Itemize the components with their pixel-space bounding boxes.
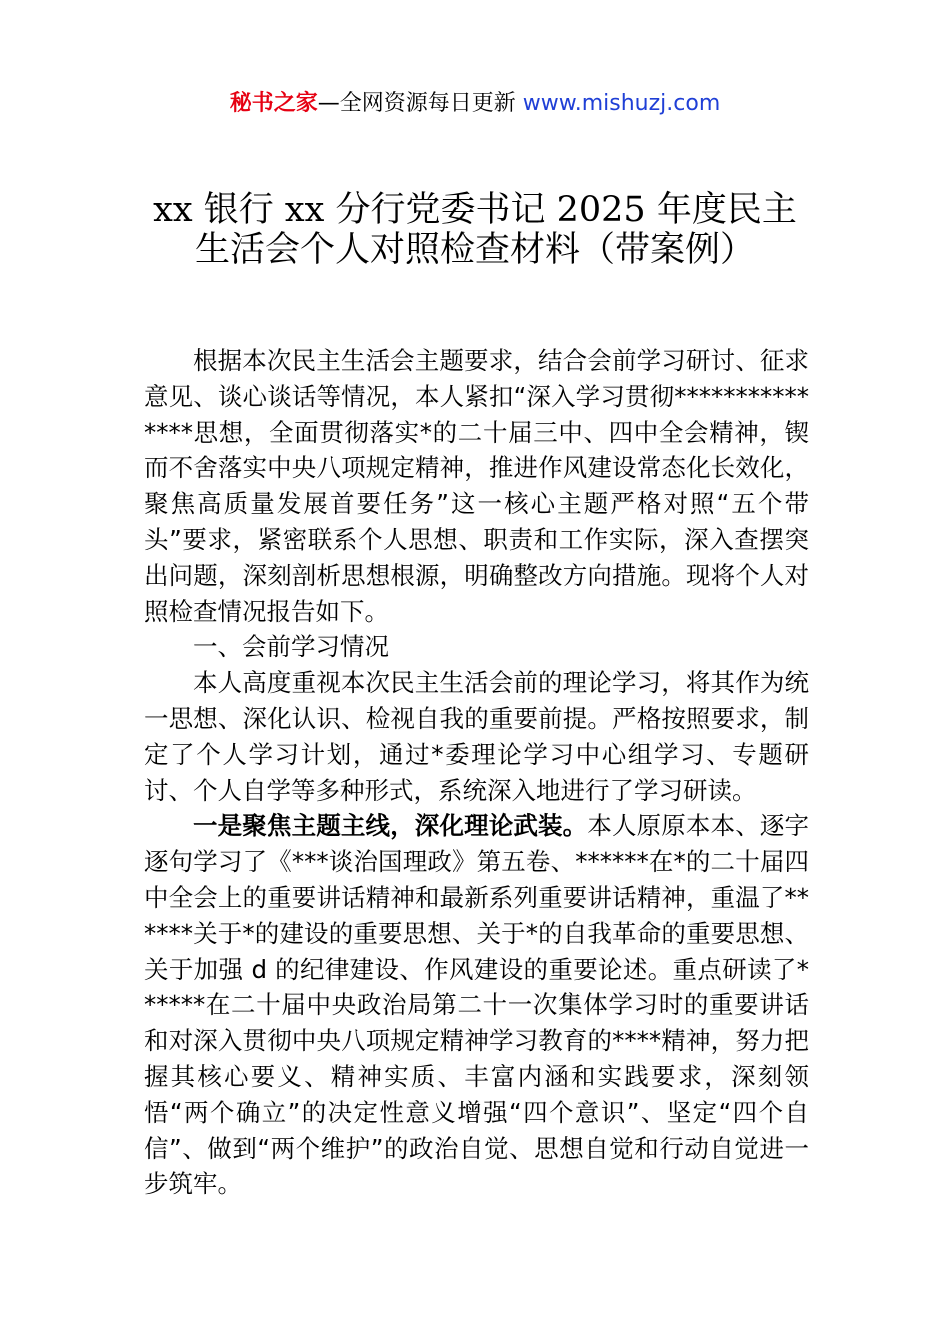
banner-site-link[interactable]: www.mishuzj.com [522,91,721,116]
banner-slogan: —全网资源每日更新 [317,91,516,116]
document-title-line-2: 生活会个人对照检查材料（带案例） [194,230,755,270]
focus-paragraph-lead: 一是聚焦主题主线，深化理论武装。 [193,811,588,841]
focus-paragraph-text: 本人原原本本、逐字逐句学习了《***谈治国理政》第五卷、******在*的二十届四中全会上的重要讲话精神和最新系列重要讲话精神，重温了******关于*的建设的重要思想、关于*的自我革命的重要思想、关于加强 d 的纪律建设、作风建设的重要论述。重点研读了******在二十届中央政治局第二十一次集体学习时的重要讲话和对深入贯彻中央八项规定精神学习教育的****精神，努力把握其核心要义、精神实质、丰富内涵和实践要求，深刻领悟“两个确立”的决定性意义增强“四个意识”、坚定“四个自信”、做到“两个维护”的政治自觉、思想自觉和行动自觉进一步筑牢。 [144,811,810,1199]
document-body [144,343,809,1202]
focus-paragraph [144,808,809,1202]
study-paragraph: 本人高度重视本次民主生活会前的理论学习，将其作为统一思想、深化认识、检视自我的重要前提。严格按照要求，制定了个人学习计划，通过*委理论学习中心组学习、专题研讨、个人自学等多种形式，系统深入地进行了学习研读。 [144,668,809,805]
document-title-line-1: xx 银行 xx 分行党委书记 2025 年度民主 [153,190,797,230]
section-heading: 一、会前学习情况 [193,632,389,662]
banner-brand: 秘书之家 [229,91,318,116]
intro-paragraph: 根据本次民主生活会主题要求，结合会前学习研讨、征求意见、谈心谈话等情况，本人紧扣“深入学习贯彻***************思想，全面贯彻落实*的二十届三中、四中全会精神，锲而不舍落实中央八项规定精神，推进作风建设常态化长效化，聚焦高质量发展首要任务”这一核心主题严格对照“五个带头”要求，紧密联系个人思想、职责和工作实际，深入查摆突出问题，深刻剖析思想根源，明确整改方向措施。现将个人对照检查情况报告如下。 [144,346,809,626]
site-banner [0,88,950,120]
